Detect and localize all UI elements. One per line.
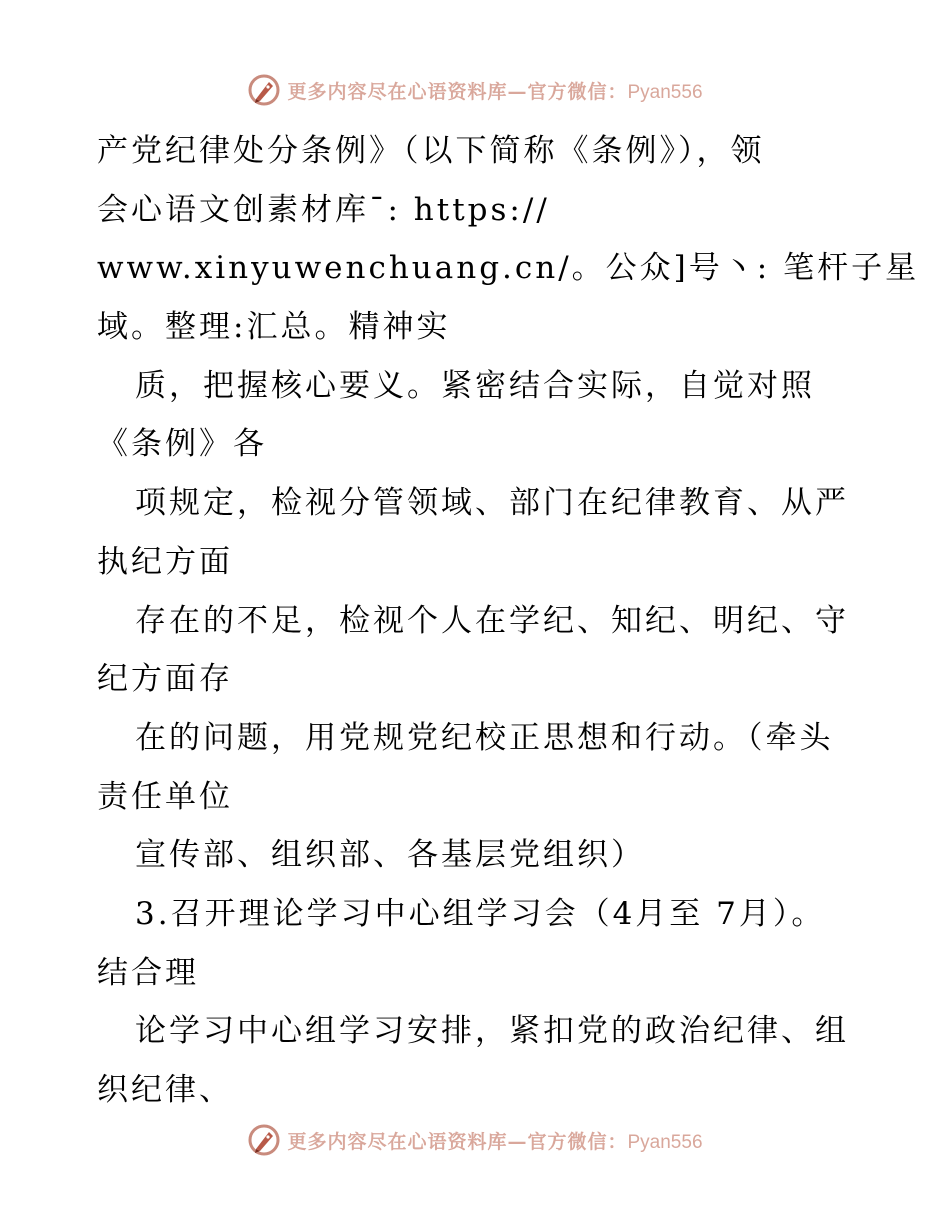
body-line: 结合理 [97,954,199,991]
footer-handle: Pyan556 [627,1131,703,1153]
body-line: www.xinyuwenchuang.cn/。公众]号丶: 笔杆子星 [97,250,920,287]
body-line: 论学习中心组学习安排，紧扣党的政治纪律、组 [135,1013,849,1050]
header-watermark [247,73,702,107]
body-line: 域。整理:汇总。精神实 [97,309,451,346]
footer-banner [0,1120,950,1160]
body-line: 项规定，检视分管领域、部门在纪律教育、从严 [135,485,849,522]
body-line: 织纪律、 [97,1072,233,1108]
body-line: 在的问题，用党规党纪校正思想和行动。（牵头 [135,719,834,756]
body-line: 存在的不足，检视个人在学纪、知纪、明纪、守 [135,602,849,639]
footer-watermark [247,1123,702,1157]
body-line: 责任单位 [97,778,233,815]
body-line: 纪方面存 [97,661,233,698]
pen-nib-circle-logo [247,73,281,107]
header-banner [0,70,950,110]
body-line: 会心语文创素材库¯: https:// [97,191,550,228]
footer-text: 更多内容尽在心语资料库—官方微信：Pyan556 [287,1130,703,1153]
document-body [97,122,920,1120]
body-line: 执纪方面 [97,543,233,580]
body-line: 《条例》各 [97,426,267,463]
body-line: 质，把握核心要义。紧密结合实际，自觉对照 [135,367,815,404]
body-line: 3.召开理论学习中心组学习会（4月至 7月）。 [135,895,826,932]
body-line: 宣传部、组织部、各基层党组织） [135,837,645,874]
header-text: 更多内容尽在心语资料库—官方微信：Pyan556 [287,80,703,103]
pen-nib-circle-logo [247,1123,281,1157]
body-line: 产党纪律处分条例》（以下简称《条例》），领 [97,133,765,169]
header-handle: Pyan556 [627,81,703,103]
